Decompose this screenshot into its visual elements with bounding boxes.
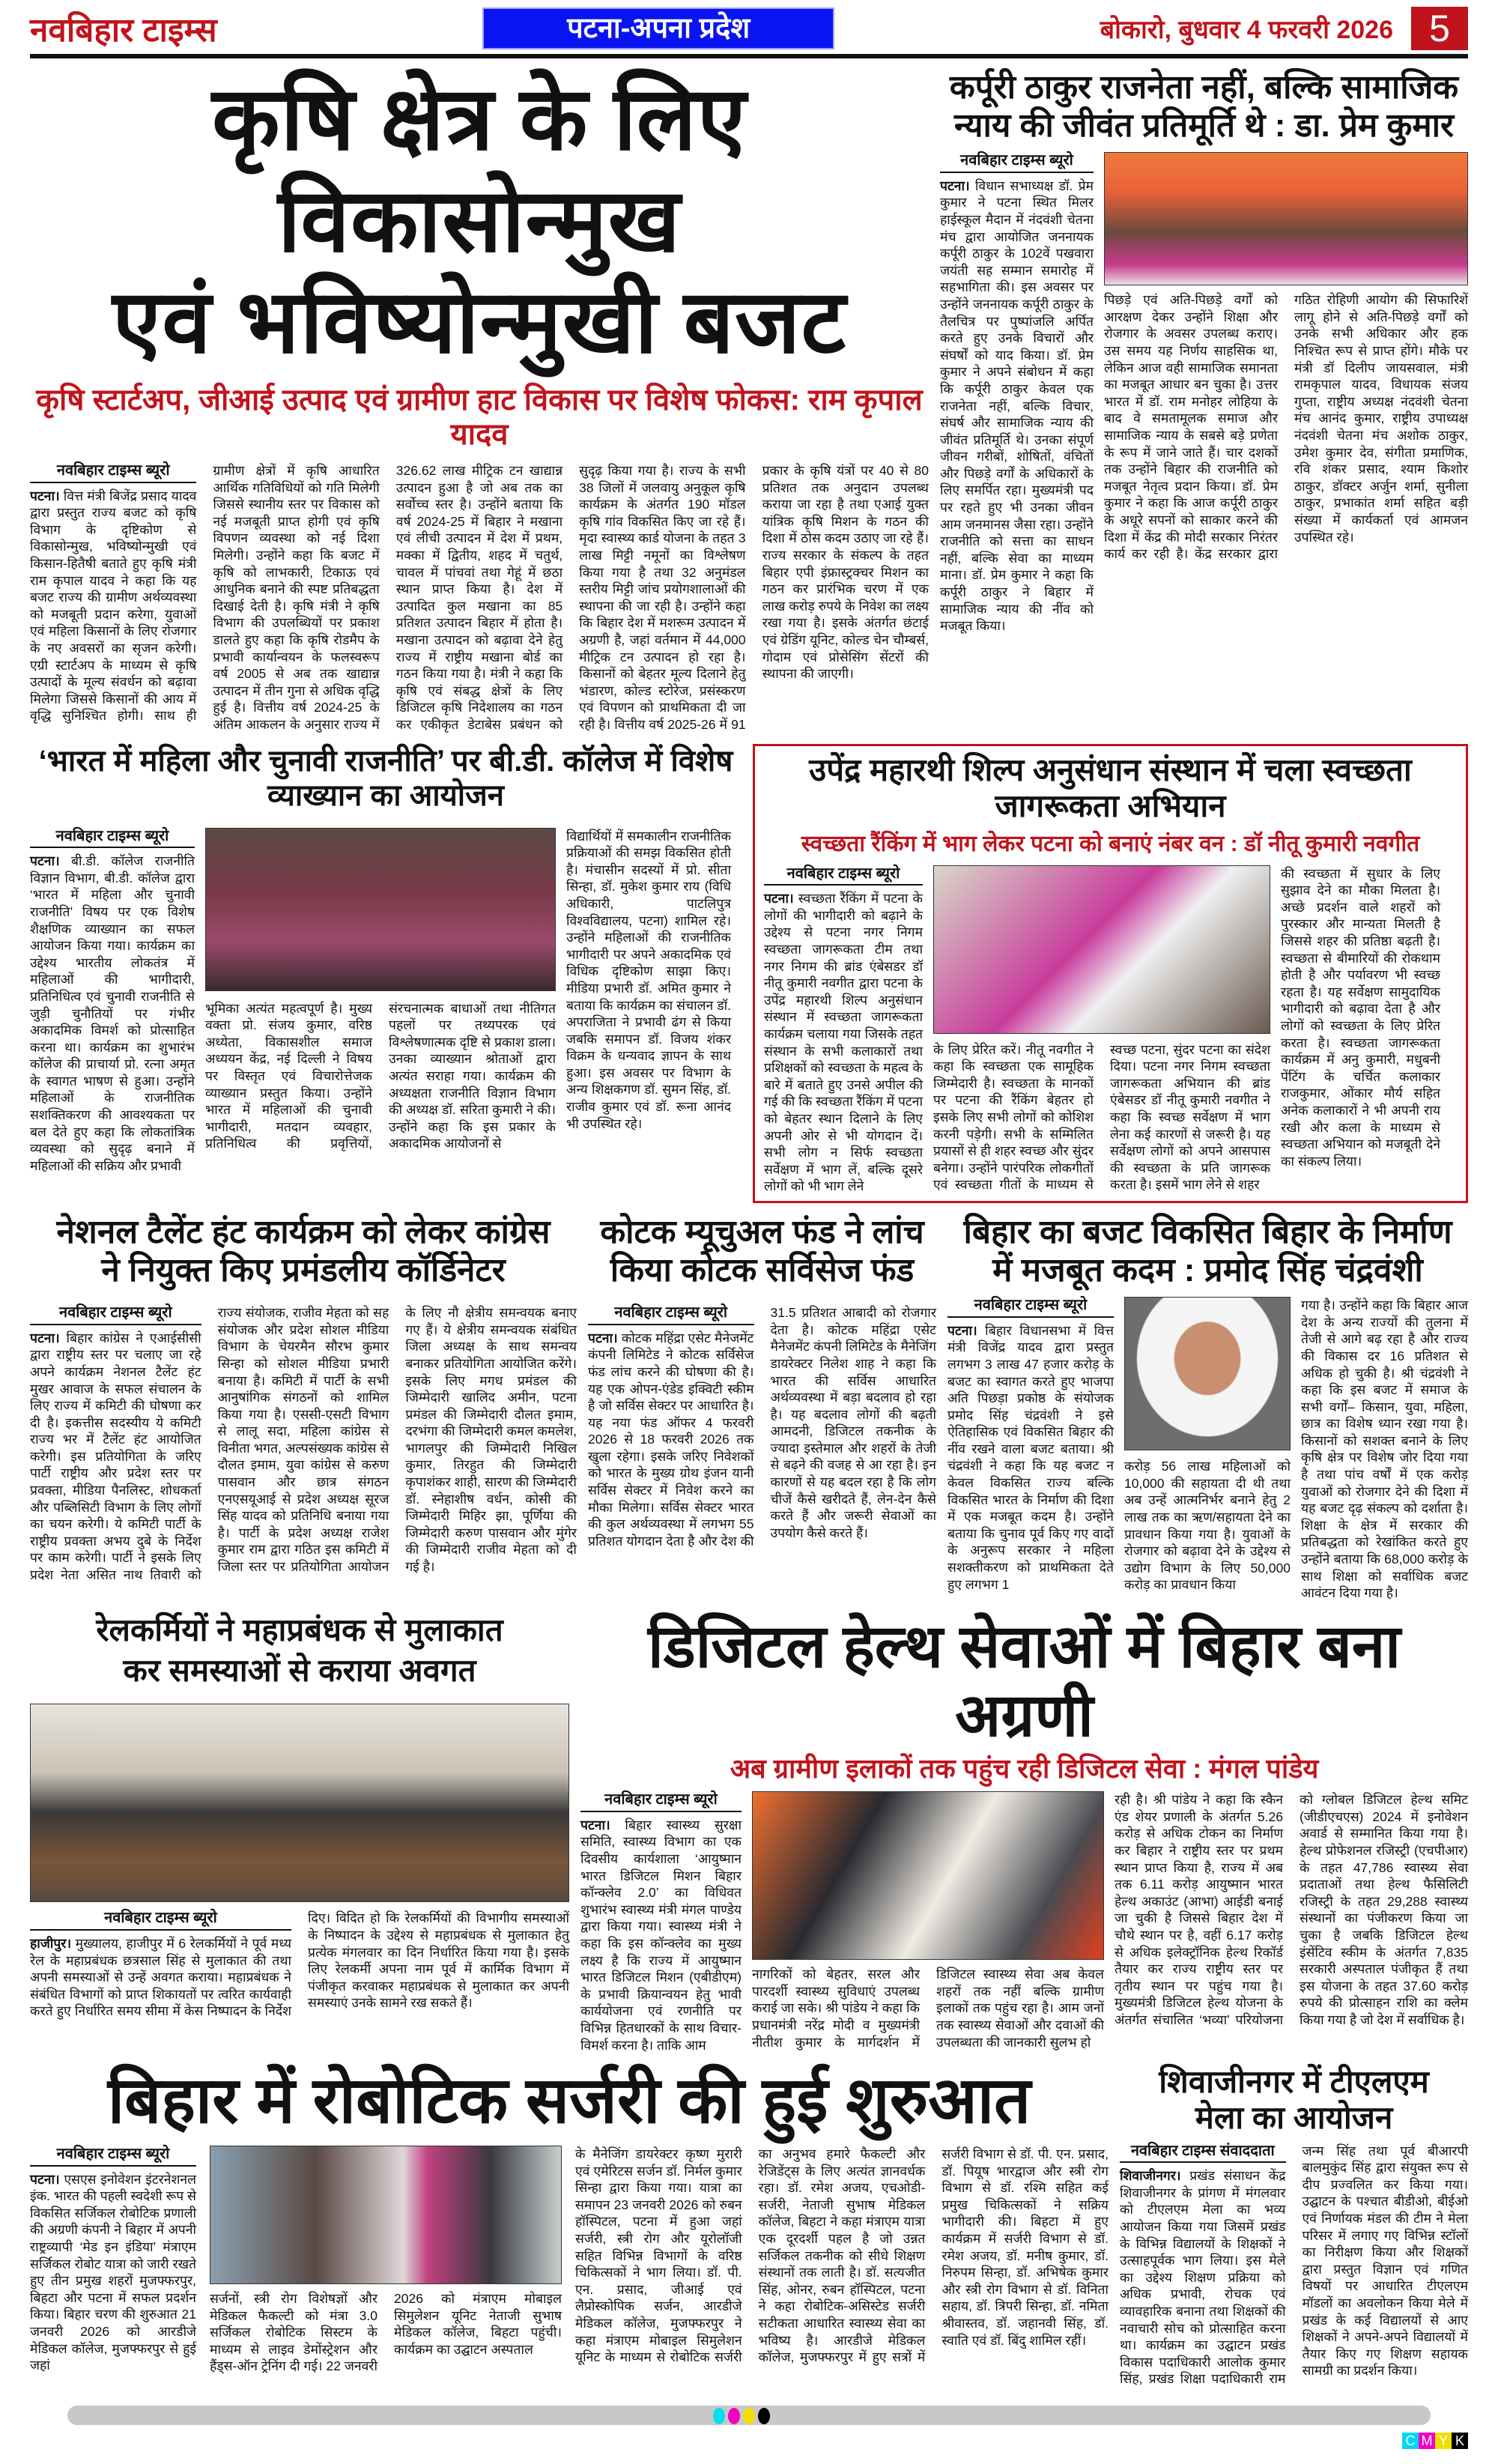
dateline: पटना। bbox=[30, 2171, 60, 2187]
dateline: पटना। bbox=[30, 853, 60, 869]
article-body-cols: के लिए प्रेरित करें। नीतू नवगीत ने कहा कि स्वच्छता एक सामूहिक जिम्मेदारी है। स्वच्छता के मानकों पर पटना की रैंकिंग बेहतर हो इसके लिए सभी लोगों को कोशिश करनी पड़ेगी। सभी के सम्मिलित प्रयासों से ही शहर स्वच्छ और सुंदर बनेगा। उन्होंने पारंपरिक लोकगीतों एवं स्वच्छता गीतों के माध्यम से स्वच्छ पटना, सुंदर पटना का संदेश दिया। पटना नगर निगम स्वच्छता जागरूकता अभियान की ब्रांड एंबेसडर डॉ नीतू कुमारी नवगीत ने कहा कि स्वच्छ सर्वेक्षण में भाग लेना कई कारणों से जरूरी है। यह सर्वेक्षण लोगों को अपने आसपास की स्वच्छता के प्रति जागरूक करता है। इसमें भाग लेने से शहर bbox=[933, 1041, 1270, 1193]
photo-portrait bbox=[1124, 1297, 1291, 1450]
article-bihar-budget-chandravanshi bbox=[947, 1214, 1468, 1602]
article-agri-budget bbox=[30, 69, 929, 733]
section-title: पटना-अपना प्रदेश bbox=[482, 7, 834, 49]
masthead bbox=[30, 6, 1468, 58]
headline-line1: बिहार का बजट विकसित बिहार के निर्माण bbox=[963, 1213, 1452, 1250]
article-body bbox=[30, 462, 929, 733]
article-body bbox=[30, 1304, 577, 1584]
headline-line1: कोटक म्यूचुअल फंड ने लांच bbox=[600, 1213, 924, 1250]
article-body-col1 bbox=[940, 152, 1094, 635]
body-text: बिहार स्वास्थ्य सुरक्षा समिति, स्वास्थ्य विभाग का एक दिवसीय कार्यशाला ‘आयुष्मान भारत डिजिटल मिशन बिहार कॉन्क्लेव 2.0’ का विधिवत शुभारंभ स्वास्थ्य मंत्री मंगल पाण्डेय द्वारा किया गया। स्वास्थ्य मंत्री ने कहा कि इस कॉन्क्लेव का मुख्य लक्ष्य है कि राज्य में आयुष्मान भारत डिजिटल मिशन (एबीडीएम) के प्रभावी क्रियान्वयन हेतु भावी कार्ययोजना एवं रणनीति पर विभिन्न हितधारकों के साथ विचार-विमर्श करना है। ताकि आम bbox=[580, 1817, 742, 2053]
article-body-cols: नागरिकों को बेहतर, सरल और पारदर्शी स्वास्थ्य सुविधाएं उपलब्ध कराई जा सके। श्री पांडेय ने कहा कि प्रधानमंत्री नरेंद्र मोदी व मुख्यमंत्री नीतीश कुमार के मार्गदर्शन में डिजिटल स्वास्थ्य सेवा अब केवल शहरों तक नहीं बल्कि ग्रामीण इलाकों तक पहुंच रहा है। आम जनों तक स्वास्थ्य सेवाओं और दवाओं की उपलब्धता की जानकारी सुलभ हो bbox=[752, 1967, 1104, 2050]
body-text: बी.डी. कॉलेज राजनीति विज्ञान विभाग, बी.डी. कॉलेज द्वारा ‘भारत में महिला और चुनावी राजनीति’ विषय पर एक विशेष शैक्षणिक व्याख्यान का सफल आयोजन किया गया। कार्यक्रम का उद्देश्य भारतीय लोकतंत्र में महिलाओं की भागीदारी, प्रतिनिधित्व एवं चुनावी राजनीति से जुड़ी चुनौतियों पर गंभीर अकादमिक विमर्श को प्रोत्साहित करना था। कार्यक्रम का शुभारंभ कॉलेज की प्राचार्या प्रो. रत्ना अमृत के स्वागत भाषण से हुआ। उन्होंने महिलाओं के राजनीतिक सशक्तिकरण की आवश्यकता पर बल देते हुए कहा कि लोकतांत्रिक व्यवस्था को सुदृढ़ बनाने में महिलाओं की सक्रिय और प्रभावी bbox=[30, 853, 195, 1173]
byline: नवबिहार टाइम्स ब्यूरो bbox=[580, 1791, 742, 1812]
byline: नवबिहार टाइम्स ब्यूरो bbox=[940, 152, 1094, 173]
color-dots bbox=[712, 2406, 771, 2430]
body-text: बिहार विधानसभा में वित्त मंत्री विजेंद्र यादव द्वारा प्रस्तुत लगभग 3 लाख 47 हजार करोड़ के बजट का स्वागत करते हुए भाजपा अति पिछड़ा प्रकोष्ठ के संयोजक प्रमोद सिंह चंद्रवंशी ने इसे ऐतिहासिक एवं विकसित बिहार की नींव रखने वाला बजट बताया। श्री चंद्रवंशी ने कहा कि यह बजट न केवल विकसित राज्य बल्कि विकसित भारत के निर्माण की दिशा में एक मजबूत कदम है। उन्होंने बताया कि चुनाव पूर्व किए गए वादों के अनुरूप सरकार ने महिला सशक्तीकरण को प्राथमिकता देते हुए लगभग 1 bbox=[947, 1322, 1114, 1592]
photo-group-faculty bbox=[205, 828, 556, 991]
article-body-col1 bbox=[947, 1297, 1114, 1593]
dateline: शिवाजीनगर। bbox=[1120, 2168, 1181, 2184]
byline: नवबिहार टाइम्स ब्यूरो bbox=[30, 828, 195, 849]
headline-line2: ने नियुक्त किए प्रमंडलीय कॉर्डिनेटर bbox=[101, 1251, 506, 1289]
dateline: पटना। bbox=[580, 1817, 610, 1832]
headline-line2: कर समस्याओं से कराया अवगत bbox=[123, 1653, 476, 1689]
article-body-cols: पिछड़े एवं अति-पिछड़े वर्गों को आरक्षण देकर उन्होंने शिक्षा और रोजगार के अवसर उपलब्ध कराए। उस समय यह निर्णय साहसिक था, लेकिन आज वही सामाजिक समानता का मजबूत आधार बन चुका है। उत्तर भारत में डॉ. राम मनोहर लोहिया के बाद वे समतामूलक समाज और सामाजिक न्याय के सबसे बड़े प्रणेता के रूप में जाने जाते हैं। चार दशकों तक उन्होंने बिहार की राजनीति को मजबूत नेतृत्व प्रदान किया। डॉ. प्रेम कुमार ने कहा कि आज कर्पूरी ठाकुर के अधूरे सपनों को साकार करने की दिशा में केंद्र की मोदी सरकार निरंतर कार्य कर रही है। केंद्र सरकार द्वारा गठित रोहिणी आयोग की सिफारिशें लागू होने से अति-पिछड़े वर्गों को उनके सभी अधिकार और हक निश्चित रूप से प्राप्त होंगे। मौके पर मंत्री डॉ दिलीप जायसवाल, मंत्री रामकृपाल यादव, विधायक संजय गुप्ता, राष्ट्रीय अध्यक्ष नंदवंशी चेतना मंच आनंद कुमार, राष्ट्रीय उपाध्यक्ष नंदवंशी चेतना मंच अशोक ठाकुर, उमेश कुमार देव, संगीता प्रमाणिक, रवि शंकर प्रसाद, श्याम किशोर ठाकुर, डॉक्टर अर्जुन शर्मा, सुनीला ठाकुर, प्रभाकांत शर्मा सहित बड़ी संख्या में कार्यकर्ता एवं आमजन उपस्थित रहे। bbox=[1104, 292, 1468, 562]
photo-awareness-event bbox=[933, 865, 1270, 1034]
article-robotic-surgery bbox=[30, 2064, 1109, 2375]
cmyk-c: C bbox=[1402, 2433, 1419, 2449]
byline: नवबिहार टाइम्स ब्यूरो bbox=[947, 1297, 1114, 1318]
byline: नवबिहार टाइम्स संवाददाता bbox=[1120, 2143, 1286, 2164]
body-text: प्रखंड संसाधन केंद्र शिवाजीनगर के प्रांगण में मंगलवार को टीएलएम मेला का भव्य आयोजन किया गया जिसमें प्रखंड के विभिन्न विद्यालयों के शिक्षकों ने उत्साहपूर्वक भाग लिया। इस मेले का उद्देश्य शिक्षण प्रक्रिया को अधिक प्रभावी, रोचक एवं व्यावहारिक बनाना तथा शिक्षकों की नवाचारी सोच को प्रोत्साहित करना था। कार्यक्रम का उद्घाटन प्रखंड विकास पदाधिकारी आलोक कुमार सिंह, प्रखंड शिक्षा पदाधिकारी राम जन्म सिंह तथा पूर्व बीआरपी बालमुकुंद सिंह द्वारा संयुक्त रूप से दीप प्रज्वलित कर किया गया। उद्घाटन के पश्चात बीडीओ, बीईओ एवं निर्णायक मंडल की टीम ने मेला परिसर में लगाए गए विभिन्न स्टॉलों का निरीक्षण किया और शिक्षकों द्वारा प्रस्तुत विज्ञान एवं गणित विषयों पर आधारित टीएलएम मॉडलों का अवलोकन किया मेले में प्रखंड के कई विद्यालयों से आए शिक्षकों ने अपने-अपने विद्यालयों में तैयार किए गए शिक्षण सहायक सामग्री का प्रदर्शन किया। bbox=[1120, 2143, 1468, 2387]
headline-line2: मेला का आयोजन bbox=[1195, 2100, 1393, 2136]
headline-line1: कृषि क्षेत्र के लिए विकासोन्मुख bbox=[212, 70, 747, 270]
headline-line1: रेलकर्मियों ने महाप्रबंधक से मुलाकात bbox=[96, 1611, 503, 1647]
cmyk-k: K bbox=[1452, 2433, 1468, 2449]
body-text: स्वच्छता रैंकिंग में पटना के लोगों की भागीदारी को बढ़ाने के उद्देश्य से पटना नगर निगम स्वच्छता जागरूकता टीम तथा नगर निगम की ब्रांड एंबेसडर डॉ नीतू कुमारी नवगीत द्वारा पटना के उपेंद्र महारथी शिल्प अनुसंधान संस्थान में स्वच्छता जागरूकता कार्यक्रम चलाया गया जिसके तहत संस्थान के सभी कलाकारों तथा प्रशिक्षकों को स्वच्छता के महत्व के बारे में बताते हुए उनसे अपील की गई की कि स्वच्छता रैंकिंग में पटना को बेहतर स्थान दिलाने के लिए अपनी ओर से भी योगदान दें। सभी लोग न सिर्फ स्वच्छता सर्वेक्षण में भाग लें, बल्कि दूसरे लोगों को भी भाग लेने bbox=[764, 891, 923, 1194]
article-swachhata-campaign bbox=[753, 744, 1468, 1203]
body-text: कोटक महिंद्रा एसेट मैनेजमेंट कंपनी लिमिटेड ने कोटक सर्विसेज फंड लांच करने की घोषणा की है। यह एक ओपन-एंडेड इक्विटी स्कीम है जो सर्विस सेक्टर पर आधारित है। यह नया फंड ऑफर 4 फरवरी 2026 से 18 फरवरी 2026 तक खुला रहेगा। इसके जरिए निवेशकों को भारत के मुख्य ग्रोथ इंजन यानी सर्विस सेक्टर में निवेश करने का मौका मिलेगा। सर्विस सेक्टर भारत की कुल अर्थव्यवस्था में लगभग 55 प्रतिशत योगदान देता है और देश की 31.5 प्रतिशत आबादी को रोजगार देता है। कोटक महिंद्रा एसेट मैनेजमेंट कंपनी लिमिटेड के मैनेजिंग डायरेक्टर निलेश शाह ने कहा कि भारत की सर्विस आधारित अर्थव्यवस्था में बड़ा बदलाव हो रहा है। यह बदलाव लोगों की बढ़ती आमदनी, डिजिटल तकनीक के ज्यादा इस्तेमाल और शहरों के तेजी से बढ़ने की वजह से आ रहा है। इन कारणों से यह बदल रहा है कि लोग चीजें कैसे खरीदते हैं, लेन-देन कैसे करते हैं और जरूरी सेवाओं का उपयोग कैसे करते हैं। bbox=[588, 1305, 936, 1549]
article-body-col1 bbox=[30, 828, 195, 1175]
dateline: पटना। bbox=[30, 488, 60, 503]
headline: बिहार में रोबोटिक सर्जरी की हुई शुरुआत bbox=[107, 2065, 1031, 2137]
dateline: पटना। bbox=[764, 891, 794, 906]
page-number: 5 bbox=[1411, 7, 1468, 50]
article-body-right: रही है। श्री पांडेय ने कहा कि स्कैन एंड शेयर प्रणाली के अंतर्गत 5.26 करोड़ से अधिक टोकन का निर्माण कर बिहार ने राष्ट्रीय स्तर पर प्रथम स्थान प्राप्त किया है, राज्य में अब तक 6.11 करोड़ आयुष्मान भारत हेल्थ अकाउंट (आभा) आईडी बनाई जा चुकी है जिससे बिहार देश में चौथे स्थान पर है, वहीं 6.17 करोड़ से अधिक इलेक्ट्रॉनिक हेल्थ रिकॉर्ड तैयार कर राज्य राष्ट्रीय स्तर पर तृतीय स्थान पर पहुंच गया है। मुख्यमंत्री डिजिटल हेल्थ योजना के अंतर्गत संचालित ‘भव्या’ परियोजना को ग्लोबल डिजिटल हेल्थ समिट (जीडीएचएस) 2024 में इनोवेशन अवार्ड से सम्मानित किया गया है। हेल्थ प्रोफेशनल रजिस्ट्री (एचपीआर) के तहत 47,786 स्वास्थ्य सेवा प्रदाताओं तथा हेल्थ फैसिलिटी रजिस्ट्री के तहत 29,288 स्वास्थ्य संस्थानों का पंजीकरण किया जा चुका है जबकि डिजिटल हेल्थ इंसेंटिव स्कीम के अंतर्गत 7,835 सरकारी अस्पताल पंजीकृत हैं तथा इस योजना के तहत 37.60 करोड़ रुपये की प्रोत्साहन राशि का क्लेम किया गया है जो देश में सर्वाधिक है। bbox=[1115, 1792, 1468, 2027]
byline: नवबिहार टाइम्स ब्यूरो bbox=[588, 1304, 754, 1325]
photo-lamp-lighting bbox=[1104, 152, 1468, 285]
article-railway-staff bbox=[30, 1612, 569, 2020]
headline-line1: शिवाजीनगर में टीएलएम bbox=[1159, 2064, 1429, 2100]
article-body-col1 bbox=[580, 1791, 742, 2053]
byline: नवबिहार टाइम्स ब्यूरो bbox=[30, 1910, 291, 1931]
photo-robotic-demo bbox=[210, 2146, 562, 2284]
body-text: विधान सभाध्यक्ष डॉ. प्रेम कुमार ने पटना स्थित मिलर हाईस्कूल मैदान में नंदवंशी चेतना मंच द्वारा आयोजित जननायक कर्पूरी ठाकुर के 102वें पखवारा जयंती सह सम्मान समारोह में सहभागिता की। इस अवसर पर उन्होंने जननायक कर्पूरी ठाकुर के तैलचित्र पर पुष्पांजलि अर्पित करते हुए उनके विचारों और संघर्षों को याद किया। डॉ. प्रेम कुमार ने अपने संबोधन में कहा कि कर्पूरी ठाकुर केवल एक राजनेता नहीं, बल्कि विचार, संघर्ष और सामाजिक न्याय की जीवंत प्रतिमूर्ति थे। उनका संपूर्ण जीवन गरीबों, शोषितों, वंचितों और पिछड़े वर्गों के अधिकारों के लिए समर्पित रहा। मुख्यमंत्री पद पर रहते हुए भी उनका जीवन आम जनमानस जैसा रहा। उन्होंने राजनीति को सत्ता का साधन नहीं, बल्कि सेवा का माध्यम माना। डॉ. प्रेम कुमार ने कहा कि कर्पूरी ठाकुर ने बिहार में सामाजिक न्याय की नींव को मजबूत किया। bbox=[940, 178, 1094, 634]
dateline: पटना। bbox=[588, 1330, 618, 1345]
article-bd-college bbox=[30, 744, 742, 1175]
article-digital-health bbox=[580, 1612, 1468, 2053]
headline: उपेंद्र महारथी शिल्प अनुसंधान संस्थान में चला स्वच्छता जागरूकता अभियान bbox=[809, 751, 1412, 823]
article-body bbox=[30, 1910, 569, 2020]
subheadline: कृषि स्टार्टअप, जीआई उत्पाद एवं ग्रामीण हाट विकास पर विशेष फोकस: राम कृपाल यादव bbox=[36, 384, 923, 452]
article-body-col1 bbox=[30, 2146, 196, 2374]
article-body bbox=[588, 1304, 936, 1549]
dateline: पटना। bbox=[30, 1330, 60, 1345]
photo-meeting bbox=[30, 1704, 569, 1902]
article-body-col1 bbox=[764, 865, 923, 1195]
dateline: हाजीपुर। bbox=[30, 1936, 72, 1951]
headline-line2: न्याय की जीवंत प्रतिमूर्ति थे : डा. प्रेम कुमार bbox=[953, 106, 1455, 144]
byline: नवबिहार टाइम्स ब्यूरो bbox=[764, 865, 923, 886]
cmyk-mark bbox=[30, 2433, 1468, 2449]
article-body-col4: विद्यार्थियों में समकालीन राजनीतिक प्रक्रियाओं की समझ विकसित होती है। मंचासीन सदस्यों में प्रो. सीता सिन्हा, डॉ. मुकेश कुमार राय (विधि अधिकारी, पाटलिपुत्र विश्वविद्यालय, पटना) शामिल रहे। उन्होंने महिलाओं की राजनीतिक भागीदारी पर अपने अकादमिक एवं विधिक दृष्टिकोण साझा किए। मीडिया प्रभारी डॉ. अमित कुमार ने बताया कि कार्यक्रम का संचालन डॉ. अपराजिता ने प्रभावी ढंग से किया जबकि समापन डॉ. विजय शंकर विक्रम के धन्यवाद ज्ञापन के साथ हुआ। इस अवसर पर विभाग के अन्य शिक्षकगण डॉ. सुमन सिंह, डॉ. राजीव कुमार एवं डॉ. रूना आनंद भी उपस्थित रहे। bbox=[566, 828, 731, 1131]
headline: ‘भारत में महिला और चुनावी राजनीति’ पर बी.डी. कॉलेज में विशेष व्याख्यान का आयोजन bbox=[38, 744, 733, 812]
byline: नवबिहार टाइम्स ब्यूरो bbox=[30, 1304, 201, 1325]
byline: नवबिहार टाइम्स ब्यूरो bbox=[30, 462, 196, 483]
article-congress-talent-hunt bbox=[30, 1214, 577, 1584]
article-kotak-fund bbox=[588, 1214, 936, 1550]
article-body bbox=[1120, 2143, 1468, 2388]
headline-line1: कर्पूरी ठाकुर राजनेता नहीं, बल्कि सामाजिक bbox=[949, 69, 1459, 106]
article-body-col3: गया है। उन्होंने कहा कि बिहार आज देश के अन्य राज्यों की तुलना में तेजी से आगे बढ़ रहा है और राज्य की विकास दर 16 प्रतिशत से अधिक हो चुकी है। श्री चंद्रवंशी ने कहा कि इस बजट में समाज के सभी वर्गों– किसान, युवा, महिला, छात्र का विशेष ध्यान रखा गया है। किसानों को सशक्त बनाने के लिए कृषि क्षेत्र पर विशेष जोर दिया गया है तथा पांच वर्षों में एक करोड़ युवाओं को रोजगार देने की दिशा में यह बजट दृढ़ संकल्प को दर्शाता है। शिक्षा के क्षेत्र में सरकार की प्रतिबद्धता को रेखांकित करते हुए उन्होंने बताया कि 68,000 करोड़ के साथ शिक्षा को सर्वाधिक बजट आवंटन दिया गया है। bbox=[1301, 1298, 1468, 1601]
article-body-col4: की स्वच्छता में सुधार के लिए सुझाव देने का मौका मिलता है। अच्छे प्रदर्शन वाले शहरों को पुरस्कार और मान्यता मिलती है जिससे शहर की प्रतिष्ठा बढ़ती है। स्वच्छता से बीमारियों की रोकथाम होती है और पर्यावरण भी स्वच्छ रहता है। यह सर्वेक्षण सामुदायिक भागीदारी को बढ़ावा देता है और लोगों को स्वच्छता के लिए प्रेरित करता है। स्वच्छता जागरूकता कार्यक्रम में अनु कुमारी, मधुबनी पेंटिंग के चर्चित कलाकार राजकुमार, ओंकार मौर्य सहित अनेक कलाकारों ने भी अपनी राय रखी और कला के माध्यम से स्वच्छता अभियान को मजबूती देने का संकल्प लिया। bbox=[1281, 865, 1440, 1169]
photo-award-ceremony bbox=[752, 1791, 1104, 1960]
headline-line2: में मजबूत कदम : प्रमोद सिंह चंद्रवंशी bbox=[992, 1251, 1423, 1289]
article-body-cols: भूमिका अत्यंत महत्वपूर्ण है। मुख्य वक्ता प्रो. संजय कुमार, वरिष्ठ अध्येता, विकासशील समाज अध्ययन केंद्र, नई दिल्ली ने विषय पर विस्तृत एवं विचारोत्तेजक व्याख्यान प्रस्तुत किया। उन्होंने भारत में महिलाओं की चुनावी भागीदारी, मतदान व्यवहार, प्रतिनिधित्व की प्रवृत्तियों, संरचनात्मक बाधाओं तथा नीतिगत पहलों पर तथ्यपरक एवं विश्लेषणात्मक दृष्टि से प्रकाश डाला। उनका व्याख्यान श्रोताओं द्वारा अत्यंत सराहा गया। कार्यक्रम की अध्यक्षता राजनीति विज्ञान विभाग की अध्यक्ष डॉ. सरिता कुमारी ने की। उन्होंने कहा कि इस प्रकार के अकादमिक आयोजनों से bbox=[205, 1000, 556, 1151]
newspaper-name: नवबिहार टाइम्स bbox=[30, 12, 217, 49]
cmyk-y: Y bbox=[1435, 2433, 1452, 2449]
subheadline: अब ग्रामीण इलाकों तक पहुंच रही डिजिटल सेवा : मंगल पांडेय bbox=[730, 1752, 1319, 1784]
subheadline: स्वच्छता रैंकिंग में भाग लेकर पटना को बनाएं नंबर वन : डॉ नीतू कुमारी नवगीत bbox=[801, 832, 1420, 857]
dateline: पटना। bbox=[940, 178, 970, 193]
headline-line1: नेशनल टैलेंट हंट कार्यक्रम को लेकर कांग्रेस bbox=[56, 1213, 551, 1250]
article-tlm-fair bbox=[1120, 2064, 1468, 2388]
article-body-cols: सर्जनों, स्त्री रोग विशेषज्ञों और मेडिकल फैकल्टी को मंत्रा 3.0 सर्जिकल रोबोटिक सिस्टम के माध्यम से लाइव डेमोंस्ट्रेशन और हैंड्स-ऑन ट्रेनिंग दी गई। 22 जनवरी 2026 को मंत्राएम मोबाइल सिमुलेशन यूनिट नेताजी सुभाष मेडिकल कॉलेज, बिहटा पहुंची। कार्यक्रम का उद्घाटन अस्पताल bbox=[210, 2291, 562, 2374]
headline: डिजिटल हेल्थ सेवाओं में बिहार बना अग्रणी bbox=[648, 1612, 1401, 1749]
body-text: बिहार कांग्रेस ने एआईसीसी द्वारा राष्ट्रीय स्तर पर चलाए जा रहे अपने कार्यक्रम नेशनल टैलेंट हंट मुखर आवाज के सफल संचालन के लिए राज्य में कमिटी की घोषणा कर दी है। इकत्तीस सदस्यीय ये कमिटी राज्य भर में टैलेंट हंट आयोजित करेगी। इस प्रतियोगिता के जरिए पार्टी राष्ट्रीय और प्रदेश स्तर पर प्रवक्ता, मीडिया पैनलिस्ट, शोधकर्ता और पब्लिसिटी विभाग के लिए लोगों का चयन करेगी। ये कमिटी पार्टी के राष्ट्रीय प्रवक्ता अभय दुबे के निर्देश पर काम करेगी। पार्टी ने इसके लिए प्रदेश नेता असित नाथ तिवारी को राज्य संयोजक, राजीव मेहता को सह संयोजक और प्रदेश सोशल मीडिया विभाग के चेयरमैन सौरभ कुमार सिन्हा को सोशल मीडिया प्रभारी बनाया है। कमिटी में पार्टी के सभी आनुषांगिक संगठनों को शामिल किया गया है। एससी-एसटी विभाग से लालू सदा, महिला कांग्रेस से विनीता भगत, अल्पसंख्यक कांग्रेस से दौलत इमाम, युवा कांग्रेस से करुण पासवान और छात्र संगठन एनएसयूआई से प्रदेश अध्यक्ष सूरज सिंह यादव को प्रतिनिधि बनाया गया है। पार्टी के प्रदेश अध्यक्ष राजेश कुमार राम द्वारा गठित इस कमिटी में जिला स्तर पर प्रतियोगिता आयोजन के लिए नौ क्षेत्रीय समन्वयक बनाए गए हैं। ये क्षेत्रीय समन्वयक संबंधित जिला अध्यक्ष के साथ समन्वय बनाकर प्रतियोगिता आयोजित करेंगे। इसके लिए मगध प्रमंडल की जिम्मेदारी खालिद अमीन, पटना प्रमंडल की जिम्मेदारी दौलत इमाम, दरभंगा की जिम्मेदारी कमल कमलेश, भागलपुर की जिम्मेदारी निखिल कुमार, तिरहुत की जिम्मेदारी कृपाशंकर शाही, सारण की जिम्मेदारी डॉ. स्नेहाशीष वर्धन, कोसी की जिम्मेदारी मिहिर झा, पूर्णिया की जिम्मेदारी करुण पासवान और मुंगेर की जिम्मेदारी राजीव मेहता को दी गई है। bbox=[30, 1305, 577, 1583]
cmyk-m: M bbox=[1419, 2433, 1435, 2449]
byline: नवबिहार टाइम्स ब्यूरो bbox=[30, 2146, 196, 2167]
dateline: पटना। bbox=[947, 1322, 977, 1338]
edition-date: बोकारो, बुधवार 4 फरवरी 2026 bbox=[1100, 16, 1393, 44]
body-text: मुख्यालय, हाजीपुर में 6 रेलकर्मियों ने पूर्व मध्य रेल के महाप्रबंधक छत्रसाल सिंह से मुलाकात की तथा अपनी समस्याओं से उन्हें अवगत कराया। महाप्रबंधक ने संबंधित विभागों को प्राप्त शिकायतों पर त्वरित कार्यवाही करते हुए निर्धारित समय सीमा में केस निष्पादन के निर्देश दिए। विदित हो कि रेलकर्मियों की विभागीय समस्याओं के निष्पादन के उद्देश्य से महाप्रबंधक से मुलाकात हेतु प्रत्येक मंगलवार का दिन निर्धारित किया गया है। इसके लिए रेलकर्मी अपना नाम पूर्व में कार्मिक विभाग में पंजीकृत करवाकर महाप्रबंधक से मुलाकात कर अपनी समस्याएं उनके सामने रख सकते हैं। bbox=[30, 1910, 569, 2019]
print-registration-bar bbox=[67, 2406, 1431, 2425]
headline-line2: किया कोटक सर्विसेज फंड bbox=[610, 1251, 915, 1289]
article-karpuri-thakur bbox=[940, 69, 1468, 635]
article-body-col2: करोड़ 56 लाख महिलाओं को 10,000 की सहायता दी थी तथा अब उन्हें आत्मनिर्भर बनाने हेतु 2 लाख तक का ऋण/सहायता देने का प्रावधान किया गया है। युवाओं के रोजगार को बढ़ावा देने के उद्देश्य से उद्योग विभाग के लिए 50,000 करोड़ का प्रावधान किया bbox=[1124, 1459, 1291, 1593]
headline-line2: एवं भविष्योन्मुखी बजट bbox=[112, 273, 847, 372]
article-body-right: के मैनेजिंग डायरेक्टर कृष्ण मुरारी एवं एमेरिटस सर्जन डॉ. निर्मल कुमार सिन्हा द्वारा किया गया। यात्रा का समापन 23 जनवरी 2026 को रुबन हॉस्पिटल, पटना में हुआ जहां सर्जरी, स्त्री रोग और यूरोलॉजी सहित विभिन्न विभागों के वरिष्ठ चिकित्सकों ने भाग लिया। डॉ. पी. एन. प्रसाद, जीआई एवं लैप्रोस्कोपिक सर्जन, आरडीजे मेडिकल कॉलेज, मुजफ्फरपुर ने कहा मंत्राएम मोबाइल सिमुलेशन यूनिट के माध्यम से रोबोटिक सर्जरी का अनुभव हमारे फैकल्टी और रेजिडेंट्स के लिए अत्यंत ज्ञानवर्धक रहा। डॉ. रमेश अजय, एचओडी-सर्जरी, नेताजी सुभाष मेडिकल कॉलेज, बिहटा ने कहा मंत्राएम यात्रा एक दूरदर्शी पहल है जो उन्नत सर्जिकल तकनीक को सीधे शिक्षण संस्थानों तक लाती है। डॉ. सत्यजीत सिंह, ओनर, रुबन हॉस्पिटल, पटना ने कहा रोबोटिक-असिस्टेड सर्जरी सटीकता आधारित स्वास्थ्य सेवा का भविष्य है। आरडीजे मेडिकल कॉलेज, मुजफ्फरपुर में हुए सत्रों में सर्जरी विभाग से डॉ. पी. एन. प्रसाद, डॉ. पियूष भारद्वाज और स्त्री रोग विभाग से डॉ. रश्मि सहित कई प्रमुख चिकित्सकों ने सक्रिय भागीदारी की। बिहटा में हुए कार्यक्रम में सर्जरी विभाग से डॉ. रमेश अजय, डॉ. मनीष कुमार, डॉ. निरुपम सिन्हा, डॉ. अभिषेक कुमार और स्त्री रोग विभाग से डॉ. विनिता सहाय, डॉ. त्रिपरी सिन्हा, डॉ. नमिता श्रीवास्तव, डॉ. जहानवी सिंह, डॉ. स्वाति एवं डॉ. बिंदु शामिल रहीं। bbox=[575, 2146, 1109, 2365]
body-text: एसएस इनोवेशन इंटरनेशनल इंक. भारत की पहली स्वदेशी रूप से विकसित सर्जिकल रोबोटिक प्रणाली की अग्रणी कंपनी ने बिहार में अपनी राष्ट्रव्यापी ‘मेड इन इंडिया’ मंत्राएम सर्जिकल रोबोट यात्रा को जारी रखते हुए तीन प्रमुख शहरों मुजफ्फरपुर, बिहटा और पटना में सफल प्रदर्शन किया। बिहार चरण की शुरुआत 21 जनवरी 2026 को आरडीजे मेडिकल कॉलेज, मुजफ्फरपुर से हुई जहां bbox=[30, 2171, 196, 2373]
body-text: वित्त मंत्री बिजेंद्र प्रसाद यादव द्वारा प्रस्तुत राज्य बजट को कृषि विभाग के दृष्टिकोण से विकासोन्मुख, भविष्योन्मुखी एवं किसान-हितैषी बताते हुए कृषि मंत्री राम कृपाल यादव ने कहा कि यह बजट राज्य की ग्रामीण अर्थव्यवस्था को मजबूती प्रदान करेगा, युवाओं एवं महिला किसानों के लिए रोजगार के नए अवसरों का सृजन करेगी। एग्री स्टार्टअप के माध्यम से कृषि उत्पादों के मूल्य संवर्धन को बढ़ावा मिलेगा जिससे किसानों की आय में वृद्धि सुनिश्चित होगी। साथ ही ग्रामीण क्षेत्रों में कृषि आधारित आर्थिक गतिविधियों को गति मिलेगी जिससे स्थानीय स्तर पर विकास को नई मजबूती प्राप्त होगी एवं कृषि विपणन व्यवस्था को नई दिशा मिलेगी। उन्होंने कहा कि बजट में कृषि को लाभकारी, टिकाऊ एवं आधुनिक बनाने की स्पष्ट प्रतिबद्धता दिखाई देती है। कृषि मंत्री ने कृषि विभाग की उपलब्धियों पर प्रकाश डालते हुए कहा कि कृषि रोडमैप के प्रभावी कार्यान्वयन के फलस्वरूप वर्ष 2005 से अब तक खाद्यान्न उत्पादन में तीन गुना से अधिक वृद्धि हुई है। वित्तीय वर्ष 2024-25 के अंतिम आकलन के अनुसार राज्य में 326.62 लाख मीट्रिक टन खाद्यान्न उत्पादन हुआ है जो अब तक का सर्वोच्च स्तर है। उन्होंने बताया कि वर्ष 2024-25 में बिहार ने मखाना एवं लीची उत्पादन में देश में प्रथम, मक्का में द्वितीय, शहद में चतुर्थ, चावल में पांचवां तथा गेहूं में छठा स्थान प्राप्त किया है। देश में उत्पादित कुल मखाना का 85 प्रतिशत उत्पादन बिहार में होता है। मखाना उत्पादन को बढ़ावा देने हेतु राज्य में राष्ट्रीय मखाना बोर्ड का गठन किया गया है। मंत्री ने कहा कि कृषि एवं संबद्ध क्षेत्रों के लिए डिजिटल कृषि निदेशालय का गठन कर एकीकृत डेटाबेस प्रबंधन को सुदृढ़ किया गया है। राज्य के सभी 38 जिलों में जलवायु अनुकूल कृषि कार्यक्रम के अंतर्गत 190 मॉडल कृषि गांव विकसित किए जा रहे हैं। मृदा स्वास्थ्य कार्ड योजना के तहत 3 लाख मिट्टी नमूनों का विश्लेषण किया गया है तथा 32 अनुमंडल स्तरीय मिट्टी जांच प्रयोगशालाओं की स्थापना की जा रही है। उन्होंने कहा कि बिहार देश में मशरूम उत्पादन में अग्रणी है, जहां वर्तमान में 44,000 मीट्रिक टन उत्पादन हो रहा है। किसानों को बेहतर मूल्य दिलाने हेतु भंडारण, कोल्ड स्टोरेज, प्रसंस्करण एवं विपणन को प्राथमिकता दी जा रही है। वित्तीय वर्ष 2025-26 में 91 प्रकार के कृषि यंत्रों पर 40 से 80 प्रतिशत तक अनुदान उपलब्ध कराया जा रहा है तथा एआई युक्त यांत्रिक कृषि मिशन के गठन की दिशा में ठोस कदम उठाए जा रहे हैं। राज्य सरकार के संकल्प के तहत बिहार एपी इंफ्रास्ट्रक्चर मिशन का गठन कर प्रारंभिक चरण में एक लाख करोड़ रुपये के निवेश का लक्ष्य रखा गया है। इसके अंतर्गत छंटाई एवं ग्रेडिंग यूनिट, कोल्ड चेन चौम्बर्स, गोदाम एवं प्रोसेसिंग सेंटरों की स्थापना की जाएगी। bbox=[30, 463, 929, 732]
